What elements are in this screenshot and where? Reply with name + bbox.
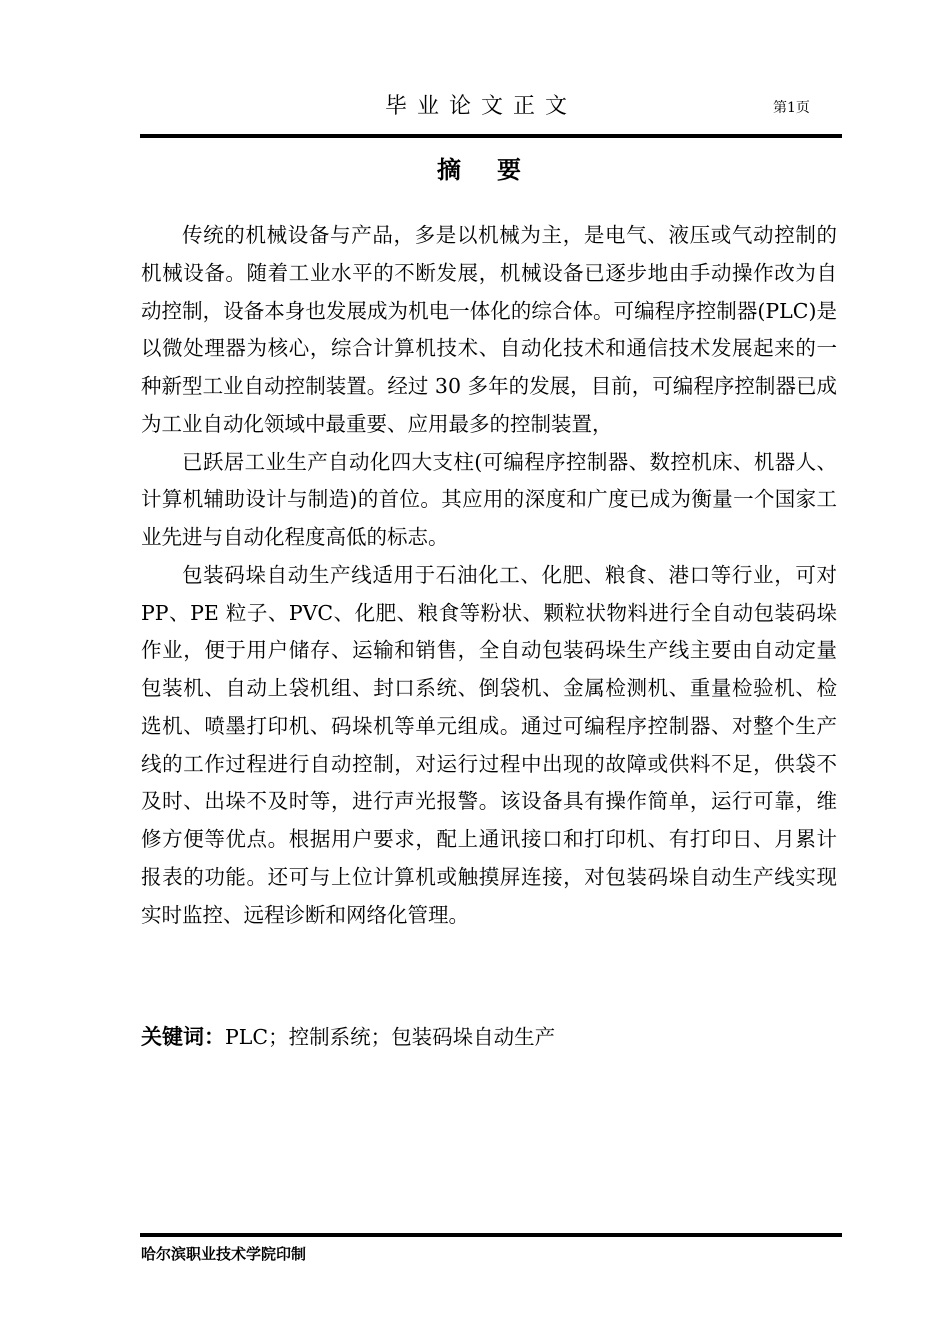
abstract-paragraph: 传统的机械设备与产品，多是以机械为主，是电气、液压或气动控制的机械设备。随着工业水平的不断发展，机械设备已逐步地由手动操作改为自动控制，设备本身也发展成为机电一体化的综合体。可编程序控制器(PLC)是以微处理器为核心，综合计算机技术、自动化技术和通信技术发展起来的一种新型工业自动控制装置。经过 30 多年的发展，目前，可编程序控制器已成为工业自动化领域中最重要、应用最多的控制装置，	[141, 223, 837, 436]
footer-divider	[140, 1233, 842, 1237]
footer-text: 哈尔滨职业技术学院印制	[141, 1245, 307, 1263]
abstract-heading: 摘要	[437, 156, 557, 184]
header-divider	[140, 134, 842, 138]
keywords-line	[141, 1022, 555, 1052]
keywords-value: PLC；控制系统；包装码垛自动生产	[225, 1025, 556, 1049]
header-title: 毕业论文正文	[385, 94, 578, 119]
page-number: 第1页	[773, 100, 810, 116]
keywords-label: 关键词：	[141, 1025, 225, 1049]
abstract-paragraph: 包装码垛自动生产线适用于石油化工、化肥、粮食、港口等行业，可对 PP、PE 粒子、PVC、化肥、粮食等粉状、颗粒状物料进行全自动包装码垛作业，便于用户储存、运输和销售，全自动包装码垛生产线主要由自动定量包装机、自动上袋机组、封口系统、倒袋机、金属检测机、重量检验机、检选机、喷墨打印机、码垛机等单元组成。通过可编程序控制器、对整个生产线的工作过程进行自动控制，对运行过程中出现的故障或供料不足，供袋不及时、出垛不及时等，进行声光报警。该设备具有操作简单，运行可靠，维修方便等优点。根据用户要求，配上通讯接口和打印机、有打印日、月累计报表的功能。还可与上位计算机或触摸屏连接，对包装码垛自动生产线实现实时监控、远程诊断和网络化管理。	[141, 562, 837, 927]
abstract-body	[141, 217, 837, 934]
abstract-paragraph: 已跃居工业生产自动化四大支柱(可编程序控制器、数控机床、机器人、计算机辅助设计与制造)的首位。其应用的深度和广度已成为衡量一个国家工业先进与自动化程度高低的标志。	[141, 449, 837, 549]
